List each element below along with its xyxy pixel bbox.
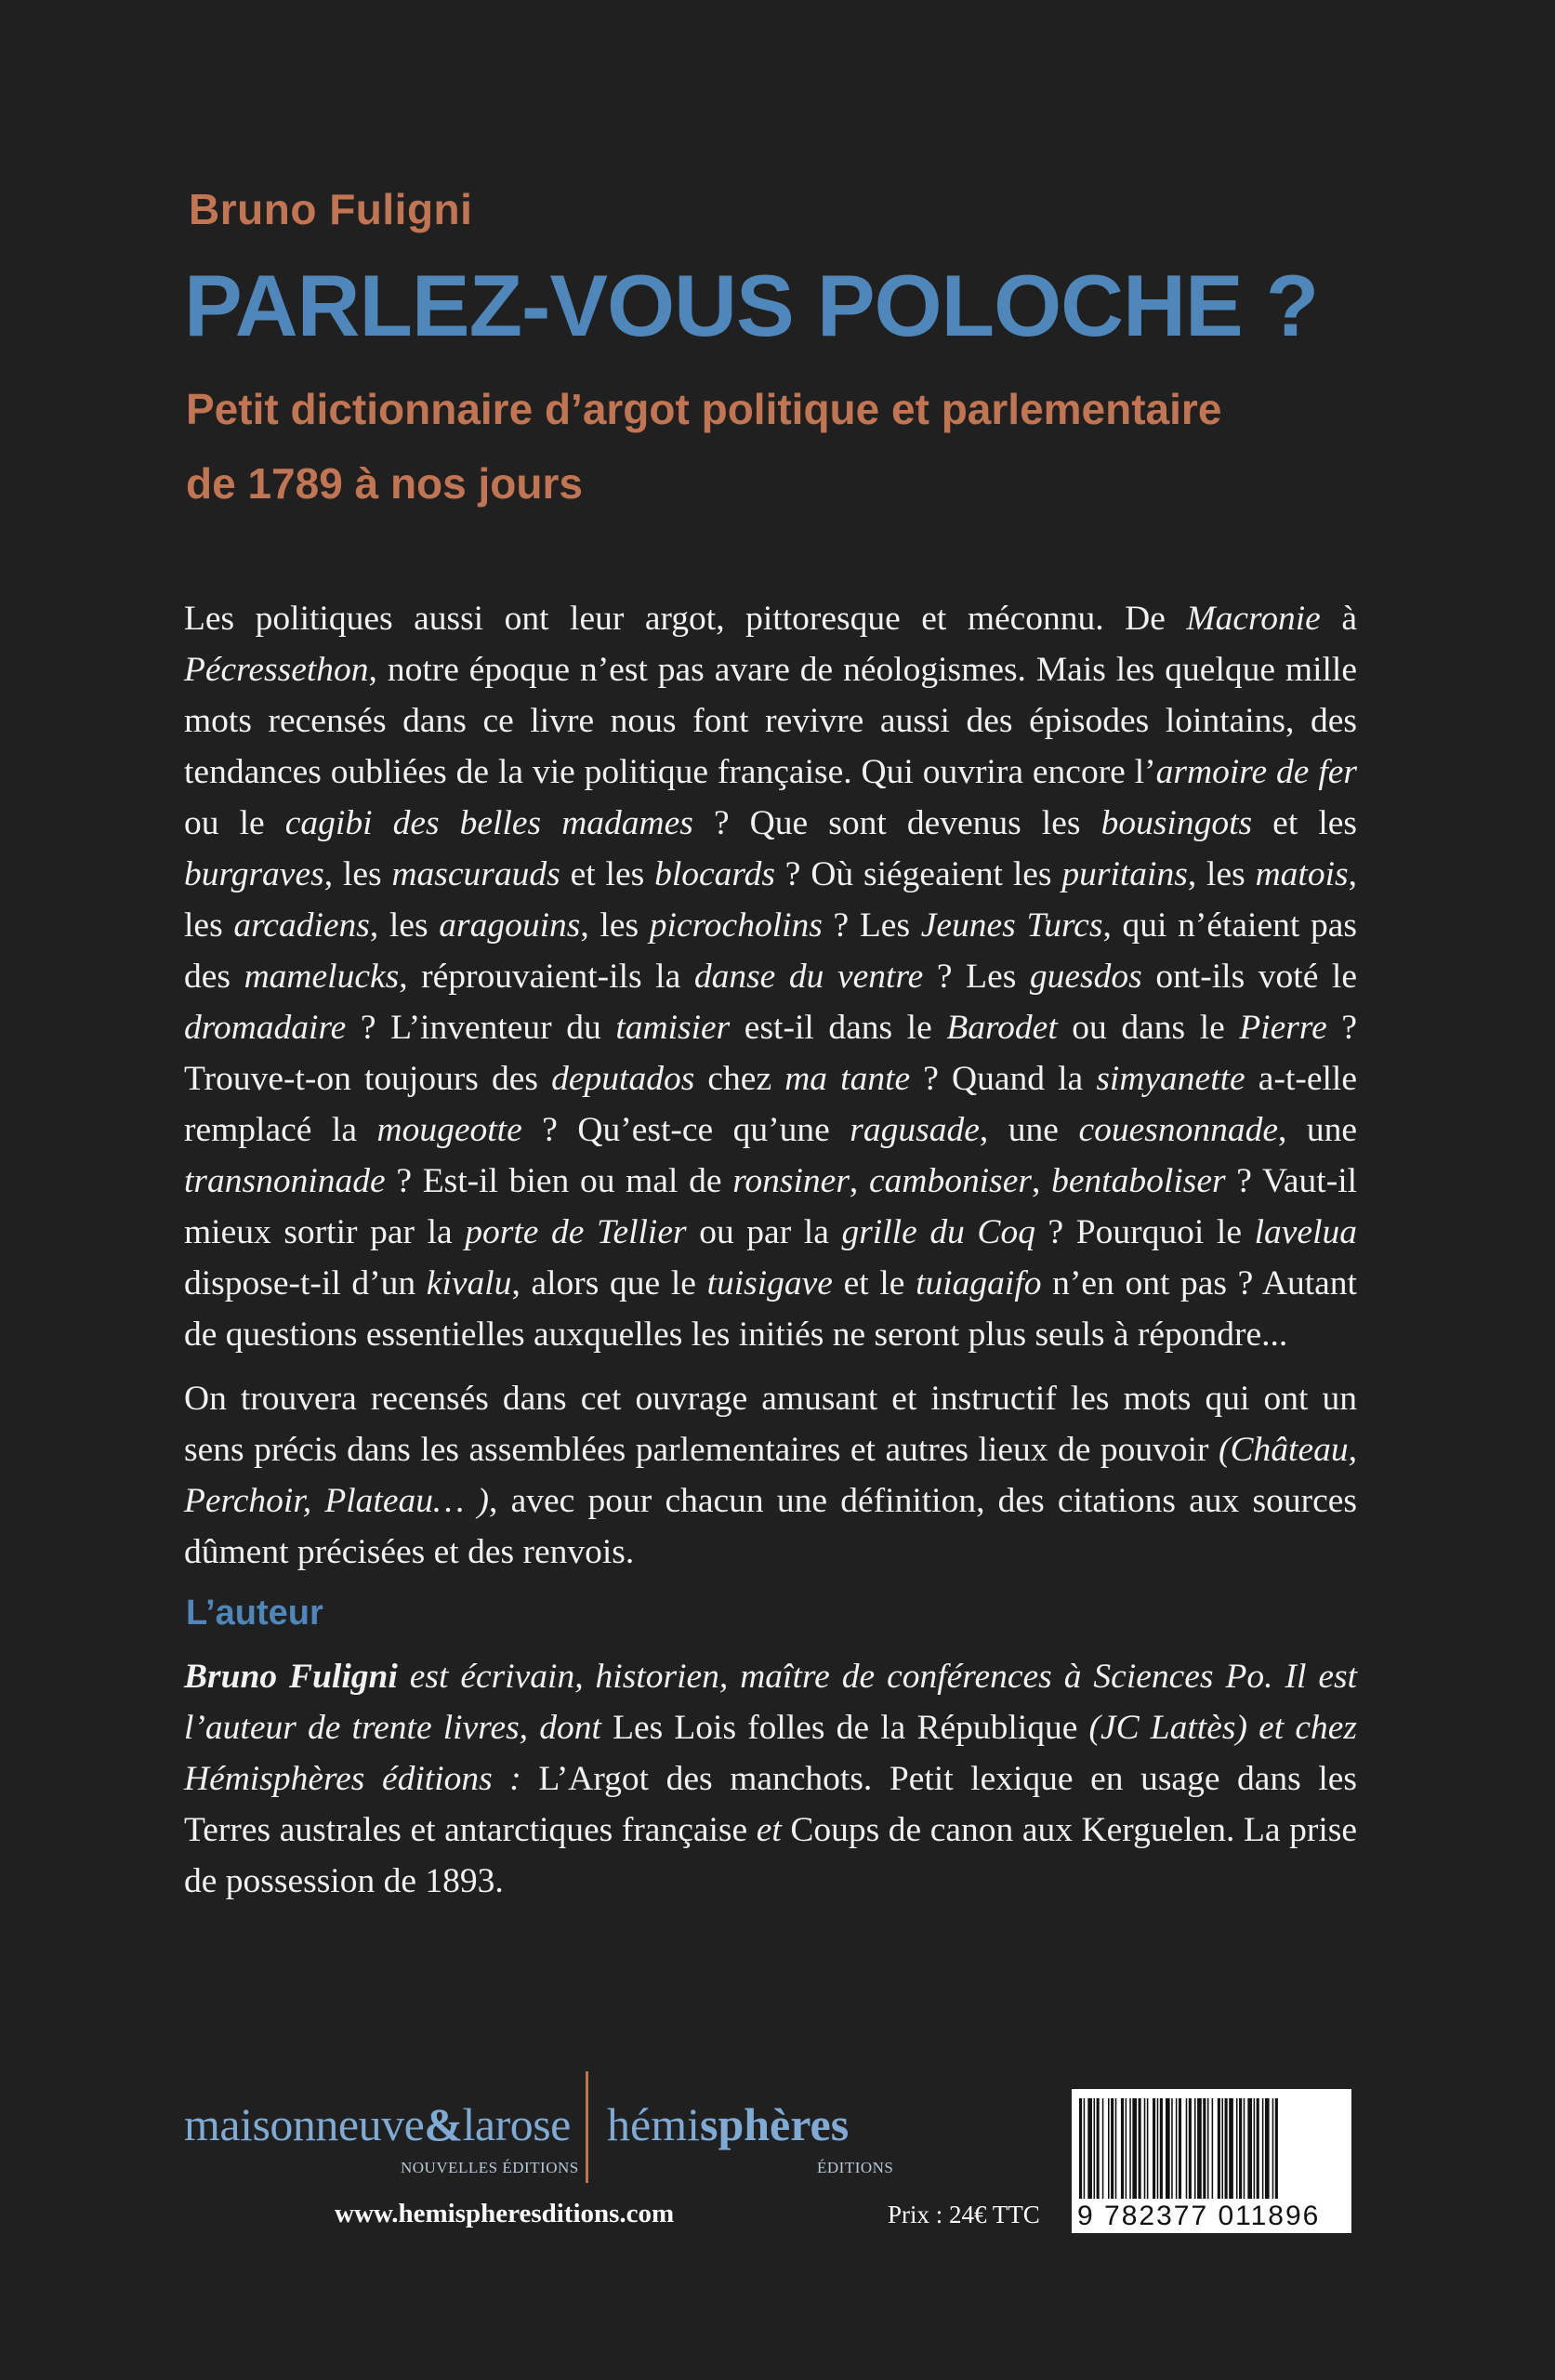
author-name: Bruno Fuligni (189, 185, 473, 233)
barcode-bar (1179, 2098, 1181, 2199)
barcode-bar (1147, 2098, 1149, 2199)
barcode-bar (1275, 2098, 1278, 2199)
text-run: , les (1187, 855, 1256, 893)
barcode-bar (1115, 2098, 1117, 2199)
barcode-bar (1084, 2098, 1086, 2199)
text-run: , réprouvaient-ils la (399, 958, 694, 996)
italic-term: Pécressethon (184, 651, 369, 689)
barcode-bar (1218, 2098, 1220, 2199)
barcode-bar (1097, 2098, 1100, 2199)
barcode-bar (1203, 2098, 1206, 2199)
barcode-bar (1171, 2098, 1173, 2199)
barcode-bar (1247, 2098, 1252, 2199)
italic-term: Barodet (946, 1009, 1058, 1047)
text-run: L’Argot des manchots. Petit lexique en usage dans les Terres australes et antarctiques française (184, 1760, 1357, 1849)
author-section-heading: L’auteur (186, 1593, 323, 1633)
italic-term: bousingots (1100, 804, 1253, 842)
barcode-bar (1186, 2098, 1188, 2199)
logo-text-bold: sphères (699, 2098, 850, 2150)
barcode-bars (1072, 2089, 1351, 2205)
italic-term: grille du Coq (841, 1213, 1035, 1251)
publisher-website: www.hemispheresditions.com (335, 2199, 675, 2228)
publisher-logos (184, 2071, 894, 2176)
text-run: dispose-t-il d’un (184, 1264, 427, 1302)
italic-term: matois (1255, 855, 1349, 893)
text-run: n’en ont pas ? Autant de questions essentielles auxquelles les initiés ne seront plus seuls à répondre... (184, 1264, 1357, 1354)
blurb-paragraph-1 (184, 593, 1357, 1360)
logo-text: larose (462, 2098, 571, 2150)
logo-text: maisonneuve (184, 2098, 425, 2150)
isbn-number: 9 782377 011896 (1077, 2201, 1321, 2231)
maisonneuve-larose-logo (184, 2097, 571, 2151)
logo-divider (586, 2071, 588, 2183)
barcode-bar (1160, 2098, 1163, 2199)
text-run: , (849, 1162, 870, 1200)
text-run: ? Que sont devenus les (692, 804, 1101, 842)
italic-term: tuisigave (706, 1264, 833, 1302)
logo-text: hémi (607, 2098, 700, 2150)
barcode-bar (1129, 2098, 1131, 2199)
italic-term: Pierre (1239, 1009, 1327, 1047)
italic-term: mamelucks (244, 958, 400, 996)
text-run: ou par la (686, 1213, 842, 1251)
italic-term: tuiagaifo (916, 1264, 1042, 1302)
isbn-barcode (1072, 2089, 1351, 2233)
barcode-bar (1094, 2098, 1096, 2199)
barcode-bar (1225, 2098, 1228, 2199)
barcode-bar (1121, 2098, 1124, 2199)
text-run: , notre époque n’est pas avare de néologismes. Mais les quelque mille mots recensés dans ce livre nous font revivre aussi des épisodes lointains, des tendances oubliées de la vie politique française. Qui ouvrira encore l’ (184, 651, 1357, 791)
hemispheres-logo (607, 2097, 849, 2151)
italic-term: ragusade (850, 1111, 980, 1149)
text-run: chez (694, 1060, 785, 1098)
text-run: ? Les (923, 958, 1030, 996)
italic-term: simyanette (1096, 1060, 1245, 1098)
blurb-paragraph-2 (184, 1373, 1357, 1578)
text-run: , alors que le (511, 1264, 707, 1302)
text-run: est-il dans le (730, 1009, 947, 1047)
barcode-bar (1197, 2098, 1202, 2199)
text-run: et le (832, 1264, 916, 1302)
barcode-bar (1194, 2098, 1196, 2199)
bold-italic-name: Bruno Fuligni (184, 1658, 398, 1696)
italic-term: Jeunes Turcs (920, 906, 1103, 945)
text-run: ? Vaut-il mieux sortir par la (184, 1162, 1358, 1251)
italic-term: ma tante (784, 1060, 911, 1098)
barcode-bar (1079, 2098, 1082, 2199)
author-bio (184, 1651, 1357, 1907)
maisonneuve-larose-subtitle: NOUVELLES ÉDITIONS (401, 2159, 579, 2176)
italic-term: kivalu (426, 1264, 512, 1302)
italic-term: mascurauds (391, 855, 560, 893)
text-run: ou le (184, 804, 285, 842)
text-run: , qui n’étaient pas des (184, 906, 1357, 996)
text-run: , les (580, 906, 650, 945)
subtitle-line: Petit dictionnaire d’argot politique et parlementaire (186, 385, 1222, 433)
italic-term: deputados (551, 1060, 695, 1098)
barcode-bar (1212, 2098, 1214, 2199)
text-run: ? Les (822, 906, 921, 945)
barcode-bar (1239, 2098, 1242, 2199)
barcode-bar (1108, 2098, 1110, 2199)
barcode-bar (1126, 2098, 1127, 2199)
text-run: à (1320, 600, 1357, 638)
barcode-bar (1176, 2098, 1178, 2199)
barcode-bar (1244, 2098, 1245, 2199)
barcode-bar (1254, 2098, 1256, 2199)
italic-term: guesdos (1029, 958, 1142, 996)
barcode-bar (1157, 2098, 1159, 2199)
italic-term: picrocholins (649, 906, 823, 945)
italic-term: bentaboliser (1051, 1162, 1226, 1200)
author-bio-paragraph (184, 1651, 1357, 1907)
barcode-bar (1221, 2098, 1223, 2199)
barcode-bar (1111, 2098, 1114, 2199)
barcode-bar (1265, 2098, 1270, 2199)
text-run: ? Qu’est-ce qu’une (521, 1111, 850, 1149)
text-run: Coups de canon aux Kerguelen. La prise de possession de 1893. (184, 1811, 1357, 1900)
barcode-bar (1153, 2098, 1155, 2199)
italic-term: arcadiens (233, 906, 370, 945)
italic-term: couesnonnade (1078, 1111, 1278, 1149)
text-run: , les (323, 855, 392, 893)
italic-term: et (747, 1811, 791, 1849)
barcode-bar (1272, 2098, 1274, 2199)
text-run: ou dans le (1057, 1009, 1240, 1047)
text-run: et les (560, 855, 655, 893)
italic-term: (JC Lattès) et chez Hémisphères éditions : (184, 1709, 1357, 1798)
barcode-bar (1166, 2098, 1170, 2199)
text-run: ? L’inventeur du (346, 1009, 616, 1047)
barcode-bar (1189, 2098, 1192, 2199)
subtitle-line: de 1789 à nos jours (186, 459, 583, 508)
barcode-bar (1229, 2098, 1233, 2199)
hemispheres-subtitle: ÉDITIONS (817, 2159, 894, 2176)
italic-term: ronsiner (732, 1162, 850, 1200)
text-run: , les (184, 855, 1357, 945)
text-run: a-t-elle remplacé la (184, 1060, 1357, 1149)
italic-term: aragouins (439, 906, 581, 945)
text-run: ? Pourquoi le (1034, 1213, 1255, 1251)
italic-term: cagibi des belles madames (284, 804, 693, 842)
text-run: , (1032, 1162, 1052, 1200)
book-title: PARLEZ-VOUS POLOCHE ? (184, 257, 1319, 354)
italic-term: mougeotte (376, 1111, 522, 1149)
text-run: ? Trouve-t-on toujours des (184, 1009, 1357, 1098)
text-run: , une (979, 1111, 1079, 1149)
text-run: et les (1252, 804, 1357, 842)
text-run: ? Où siégeaient les (774, 855, 1062, 893)
barcode-bar (1207, 2098, 1209, 2199)
text-run: Les politiques aussi ont leur argot, pittoresque et méconnu. De (184, 600, 1187, 638)
text-run: ? Quand la (910, 1060, 1097, 1098)
text-run: ? Est-il bien ou mal de (385, 1162, 733, 1200)
italic-term: camboniser (869, 1162, 1032, 1200)
text-run: , une (1277, 1111, 1357, 1149)
barcode-bar (1102, 2098, 1104, 2199)
price-label: Prix : 24€ TTC (888, 2201, 1040, 2228)
text-run: ont-ils voté le (1141, 958, 1357, 996)
italic-term: danse du ventre (693, 958, 924, 996)
italic-term: puritains (1061, 855, 1188, 893)
italic-term: dromadaire (184, 1009, 347, 1047)
italic-term: tamisier (615, 1009, 731, 1047)
barcode-bar (1087, 2098, 1092, 2199)
italic-term: lavelua (1254, 1213, 1357, 1251)
italic-term: (Château, Perchoir, Plateau… ) (184, 1431, 1357, 1520)
barcode-bar (1139, 2098, 1141, 2199)
barcode-bar (1262, 2098, 1264, 2199)
italic-term: armoire de fer (1155, 753, 1357, 791)
text-run: Les Lois folles de la République (613, 1709, 1078, 1747)
blurb (184, 593, 1357, 1578)
italic-term: burgraves (184, 855, 324, 893)
barcode-bar (1132, 2098, 1137, 2199)
book-subtitle (186, 372, 1394, 521)
logo-ampersand: & (424, 2098, 463, 2150)
italic-term: transnoninade (184, 1162, 386, 1200)
italic-term: porte de Tellier (465, 1213, 687, 1251)
barcode-bar (1257, 2098, 1259, 2199)
barcode-bar (1144, 2098, 1146, 2199)
text-run: , avec pour chacun une définition, des citations aux sources dûment précisées et des renvois. (184, 1482, 1357, 1571)
italic-term: Macronie (1186, 600, 1321, 638)
italic-term: est écrivain, historien, maître de conférences à Sciences Po. Il est l’auteur de trente livres, dont (184, 1658, 1358, 1747)
text-run: , les (369, 906, 440, 945)
barcode-bar (1236, 2098, 1238, 2199)
text-run: On trouvera recensés dans cet ouvrage amusant et instructif les mots qui ont un sens précis dans les assemblées parlementaires et autres lieux de pouvoir (184, 1380, 1357, 1469)
italic-term: blocards (654, 855, 775, 893)
